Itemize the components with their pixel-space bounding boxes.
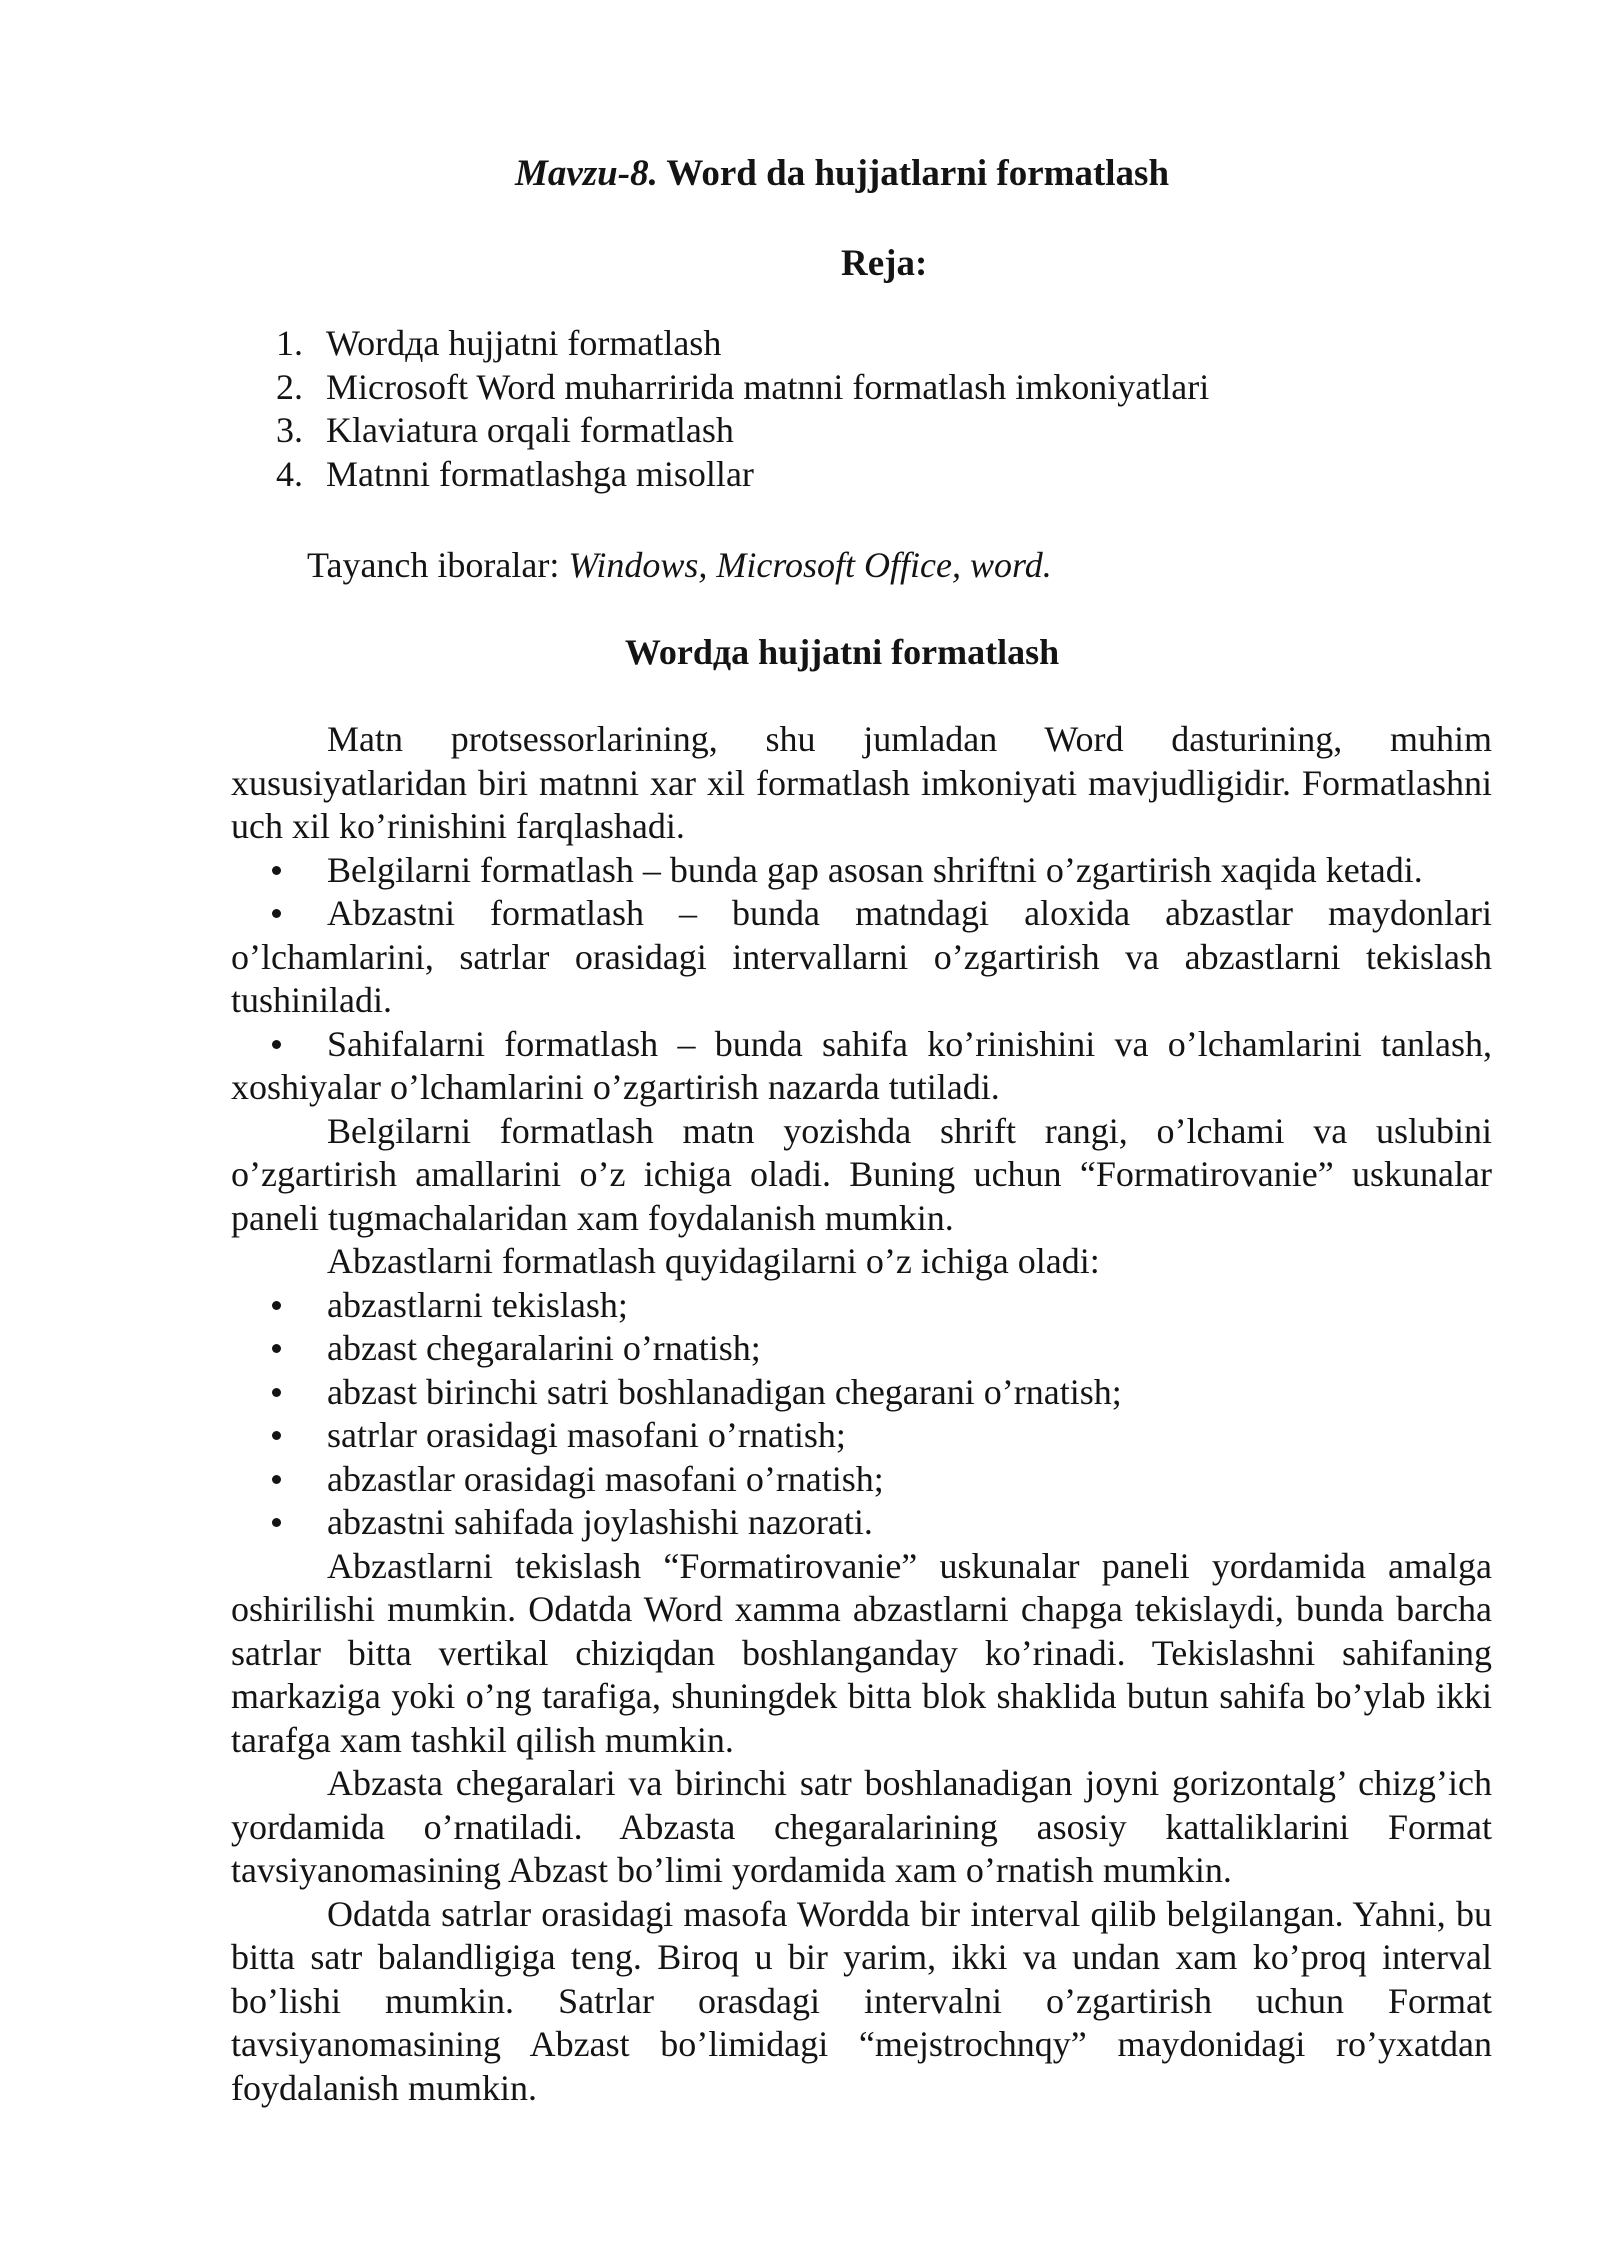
- bullet-text: Belgilarni formatlash – bunda gap asosan shriftni o’zgartirish xaqida ketadi.: [327, 849, 1423, 890]
- paragraph-abzast-intro: Abzastlarni formatlash quyidagilarni o’z ichiga oladi:: [327, 1241, 1100, 1281]
- plan-item: [276, 366, 1209, 410]
- list-item: [231, 1501, 1492, 1545]
- bullet-icon: [269, 892, 283, 936]
- plan-item-number: 4.: [276, 453, 303, 494]
- bullet-icon: [269, 849, 283, 893]
- title-topic-number: Mavzu-8.: [514, 153, 658, 194]
- list-item: [231, 1371, 1492, 1415]
- plan-item-text: Matnni formatlashga misollar: [326, 453, 754, 494]
- paragraph-interval: Odatda satrlar orasidagi masofa Wordda bir interval qilib belgilangan. Yahni, bu bitta satr balandligiga teng. Biroq u bir yarim, ikki va undan xam ko’proq interval bo’lishi mumkin. Satrlar orasdagi intervalni o’zgartirish uchun Format tavsiyanomasining Abzast bo’limidagi “mejstrochnqy” maydonidagi ro’yxatdan foydalanish mumkin.: [231, 1893, 1492, 2108]
- bullet-icon: [269, 1023, 283, 1067]
- plan-item: [276, 409, 1209, 453]
- plan-item-number: 2.: [276, 366, 303, 407]
- bullet-text: Sahifalarni formatlash – bunda sahifa ko’rinishini va o’lchamlarini tanlash, xoshiyalar o’lchamlarini o’zgartirish nazarda tutiladi.: [231, 1023, 1492, 1107]
- paragraph-intro: Matn protsessorlarining, shu jumladan Word dasturining, muhim xususiyatlaridan biri matnni xar xil formatlash imkoniyati mavjudligidir. Formatlashni uch xil ko’rinishini farqlashadi.: [231, 719, 1492, 846]
- plan-heading: Reja:: [841, 243, 928, 284]
- list-item-text: abzastlarni tekislash;: [327, 1284, 628, 1325]
- list-item: [231, 1284, 1492, 1328]
- list-item-text: abzast birinchi satri boshlanadigan chegarani o’rnatish;: [327, 1371, 1122, 1412]
- bullet-icon: [269, 1458, 283, 1502]
- document-body: [231, 718, 1492, 2110]
- plan-item-number: 1.: [276, 323, 303, 363]
- bullet-paragraph: [231, 1023, 1492, 1110]
- plan-list: [276, 322, 1209, 496]
- list-item: [231, 1458, 1492, 1502]
- title-text: Word da hujjatlarni formatlash: [657, 153, 1170, 194]
- keywords-value: Windows, Microsoft Office, word.: [568, 545, 1052, 585]
- bullet-paragraph: [231, 892, 1492, 1023]
- bullet-icon: [269, 1371, 283, 1415]
- keywords-label: Tayanch iboralar:: [307, 545, 569, 585]
- plan-item-text: Microsoft Word muharririda matnni formatlash imkoniyatlari: [326, 366, 1210, 407]
- bullet-icon: [269, 1501, 283, 1545]
- list-item: [231, 1414, 1492, 1458]
- list-item: [231, 1327, 1492, 1371]
- bullet-icon: [269, 1327, 283, 1371]
- plan-item-text: Wordда hujjatni formatlash: [326, 323, 722, 363]
- bullet-paragraph: [231, 849, 1492, 893]
- section-heading: Wordда hujjatni formatlash: [624, 632, 1060, 672]
- plan-item: [276, 453, 1209, 497]
- bullet-text: Abzastni formatlash – bunda matndagi aloxida abzastlar maydonlari o’lchamlarini, satrlar orasidagi intervallarni o’zgartirish va abzastlarni tekislash tushiniladi.: [231, 893, 1492, 1020]
- paragraph-tekislash: Abzastlarni tekislash “Formatirovanie” uskunalar paneli yordamida amalga oshirilishi mumkin. Odatda Word xamma abzastlarni chapga tekislaydi, bunda barcha satrlar bitta vertikal chiziqdan boshlanganday ko’rinadi. Tekislashni sahifaning markaziga yoki o’ng tarafiga, shuningdek bitta blok shaklida butun sahifa bo’ylab ikki tarafga xam tashkil qilish mumkin.: [231, 1545, 1492, 1760]
- page-title: [0, 150, 1600, 198]
- plan-item-number: 3.: [276, 410, 303, 450]
- list-item-text: abzastni sahifada joylashishi nazorati.: [327, 1502, 873, 1542]
- paragraph-belgilar: Belgilarni formatlash matn yozishda shrift rangi, o’lchami va uslubini o’zgartirish amallarini o’z ichiga oladi. Buning uchun “Formatirovanie” uskunalar paneli tugmachalaridan xam foydalanish mumkin.: [231, 1110, 1492, 1238]
- list-item-text: satrlar orasidagi masofani o’rnatish;: [327, 1415, 846, 1455]
- list-item-text: abzast chegaralarini o’rnatish;: [327, 1328, 761, 1368]
- paragraph-chegaralar: Abzasta chegaralari va birinchi satr boshlanadigan joyni gorizontalg’ chizg’ich yordamida o’rnatiladi. Abzasta chegaralarining asosiy kattaliklarini Format tavsiyanomasining Abzast bo’limi yordamida xam o’rnatish mumkin.: [231, 1763, 1492, 1890]
- list-item-text: abzastlar orasidagi masofani o’rnatish;: [327, 1458, 884, 1499]
- keywords-line: [307, 542, 1052, 588]
- plan-item-text: Klaviatura orqali formatlash: [326, 410, 734, 450]
- bullet-icon: [269, 1284, 283, 1328]
- bullet-icon: [269, 1414, 283, 1458]
- plan-item: [276, 322, 1209, 366]
